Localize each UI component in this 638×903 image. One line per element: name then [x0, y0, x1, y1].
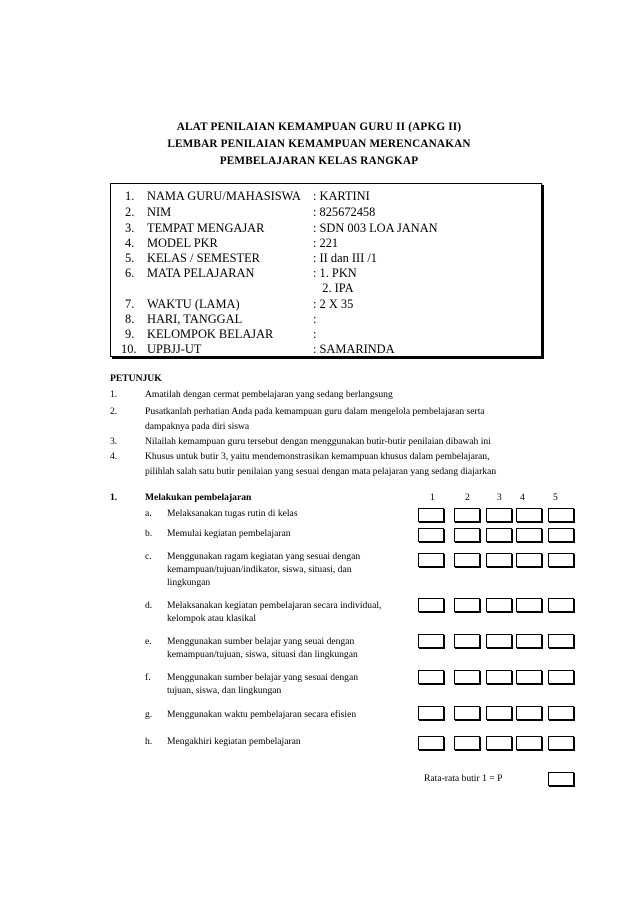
- rating-box[interactable]: [486, 670, 512, 684]
- identity-number: 10.: [121, 342, 137, 356]
- rating-box[interactable]: [486, 553, 512, 567]
- scale-label-1: 1: [430, 492, 435, 503]
- item-letter: a.: [145, 508, 152, 519]
- petunjuk-text: Khusus untuk butir 3, yaitu mendemonstrasikan kemampuan khusus dalam pembelajaran,: [145, 451, 490, 462]
- identity-label: KELOMPOK BELAJAR: [147, 327, 274, 341]
- item-letter: d.: [145, 600, 153, 611]
- identity-value: : 2 X 35: [313, 297, 354, 311]
- rating-box[interactable]: [486, 736, 512, 750]
- identity-value: : II dan III /1: [313, 251, 377, 265]
- identity-number: 9.: [125, 327, 135, 341]
- identity-value: : KARTINI: [313, 189, 370, 203]
- identity-label: NAMA GURU/MAHASISWA: [147, 189, 301, 203]
- rating-box[interactable]: [516, 670, 542, 684]
- rating-box[interactable]: [454, 508, 480, 522]
- rating-box[interactable]: [454, 736, 480, 750]
- item-text: Menggunakan ragam kegiatan yang sesuai dengan: [167, 551, 361, 562]
- rating-box[interactable]: [548, 598, 574, 612]
- identity-value: 2. IPA: [313, 281, 354, 295]
- item-text: kemampuan/tujuan, siswa, situasi dan lingkungan: [167, 649, 358, 660]
- rating-box[interactable]: [454, 634, 480, 648]
- rating-box[interactable]: [548, 528, 574, 542]
- identity-value: :: [313, 327, 317, 341]
- petunjuk-number: 4.: [110, 451, 118, 462]
- rating-box[interactable]: [454, 528, 480, 542]
- rating-box[interactable]: [418, 553, 444, 567]
- identity-number: 5.: [125, 251, 135, 265]
- rating-box[interactable]: [486, 634, 512, 648]
- identity-value: : 825672458: [313, 205, 376, 219]
- identity-value: : SAMARINDA: [313, 342, 395, 356]
- rating-box[interactable]: [418, 598, 444, 612]
- rating-box[interactable]: [548, 508, 574, 522]
- item-letter: e.: [145, 636, 152, 647]
- rating-box[interactable]: [516, 706, 542, 720]
- petunjuk-text: Pusatkanlah perhatian Anda pada kemampuan guru dalam mengelola pembelajaran serta: [145, 406, 485, 417]
- identity-number: 8.: [125, 312, 135, 326]
- identity-value: : 1. PKN: [313, 266, 357, 280]
- item-letter: f.: [145, 672, 151, 683]
- identity-number: 1.: [125, 189, 135, 203]
- rating-box[interactable]: [486, 508, 512, 522]
- rating-box[interactable]: [454, 706, 480, 720]
- identity-value: : 221: [313, 236, 339, 250]
- petunjuk-text: dampaknya pada diri siswa: [145, 421, 250, 432]
- rating-box[interactable]: [548, 553, 574, 567]
- item-letter: c.: [145, 551, 152, 562]
- petunjuk-text: Nilailah kemampuan guru tersebut dengan menggunakan butir-butir penilaian dibawah ini: [145, 436, 491, 447]
- identity-label: TEMPAT MENGAJAR: [147, 221, 265, 235]
- identity-label: MODEL PKR: [147, 236, 218, 250]
- item-text: Melaksanakan kegiatan pembelajaran secara individual,: [167, 600, 382, 611]
- rating-box[interactable]: [516, 508, 542, 522]
- rating-box[interactable]: [548, 736, 574, 750]
- item-text: kelompok atau klasikal: [167, 613, 256, 624]
- petunjuk-number: 2.: [110, 406, 118, 417]
- rating-box[interactable]: [516, 634, 542, 648]
- average-box[interactable]: [548, 772, 574, 786]
- item-text: Memulai kegiatan pembelajaran: [167, 528, 291, 539]
- rating-box[interactable]: [454, 670, 480, 684]
- identity-label: WAKTU (LAMA): [147, 297, 240, 311]
- scale-label-2: 2: [465, 492, 470, 503]
- petunjuk-number: 1.: [110, 389, 118, 400]
- form-title-line3: PEMBELAJARAN KELAS RANGKAP: [219, 155, 419, 167]
- petunjuk-number: 3.: [110, 436, 118, 447]
- rating-box[interactable]: [516, 598, 542, 612]
- identity-value: :: [313, 312, 317, 326]
- petunjuk-text: pilihlah salah satu butir penilaian yang sesuai dengan mata pelajaran yang sedang diajarkan: [145, 466, 497, 477]
- rating-box[interactable]: [418, 706, 444, 720]
- item-text: Menggunakan sumber belajar yang sesuai dengan: [167, 672, 359, 683]
- rating-box[interactable]: [418, 508, 444, 522]
- rating-box[interactable]: [454, 553, 480, 567]
- rating-box[interactable]: [486, 598, 512, 612]
- identity-value: : SDN 003 LOA JANAN: [313, 221, 438, 235]
- rating-box[interactable]: [418, 634, 444, 648]
- petunjuk-heading: PETUNJUK: [110, 373, 162, 384]
- scale-label-5: 5: [553, 492, 558, 503]
- average-label: Rata-rata butir 1 = P: [424, 773, 503, 784]
- rating-box[interactable]: [548, 670, 574, 684]
- identity-label: HARI, TANGGAL: [147, 312, 243, 326]
- rating-box[interactable]: [418, 670, 444, 684]
- identity-number: 6.: [125, 266, 135, 280]
- identity-box: [110, 183, 542, 357]
- rating-box[interactable]: [516, 736, 542, 750]
- scale-label-4: 4: [520, 492, 525, 503]
- identity-number: 2.: [125, 205, 135, 219]
- identity-label: UPBJJ-UT: [147, 342, 202, 356]
- rating-box[interactable]: [418, 528, 444, 542]
- item-text: tujuan, siswa, dan lingkungan: [167, 685, 282, 696]
- petunjuk-text: Amatilah dengan cermat pembelajaran yang sedang berlangsung: [145, 389, 393, 400]
- item-text: Menggunakan sumber belajar yang seuai dengan: [167, 636, 355, 647]
- rating-box[interactable]: [548, 706, 574, 720]
- rating-box[interactable]: [516, 553, 542, 567]
- item-letter: b.: [145, 528, 153, 539]
- section-title: Melakukan pembelajaran: [145, 492, 252, 503]
- identity-label: MATA PELAJARAN: [147, 266, 255, 280]
- identity-label: NIM: [147, 205, 172, 219]
- rating-box[interactable]: [548, 634, 574, 648]
- form-title-line2: LEMBAR PENILAIAN KEMAMPUAN MERENCANAKAN: [167, 138, 471, 150]
- rating-box[interactable]: [486, 528, 512, 542]
- rating-box[interactable]: [486, 706, 512, 720]
- item-text: Menggunakan waktu pembelajaran secara efisien: [167, 709, 357, 720]
- scale-label-3: 3: [497, 492, 502, 503]
- item-text: Melaksanakan tugas rutin di kelas: [167, 508, 298, 519]
- rating-box[interactable]: [516, 528, 542, 542]
- item-text: lingkungan: [167, 577, 211, 588]
- item-text: Mengakhiri kegiatan pembelajaran: [167, 736, 301, 747]
- identity-number: 3.: [125, 221, 135, 235]
- item-letter: h.: [145, 736, 153, 747]
- identity-number: 7.: [125, 297, 135, 311]
- item-letter: g.: [145, 709, 153, 720]
- identity-label: KELAS / SEMESTER: [147, 251, 260, 265]
- identity-number: 4.: [125, 236, 135, 250]
- item-text: kemampuan/tujuan/indikator, siswa, situasi, dan: [167, 564, 352, 575]
- form-title-line1: ALAT PENILAIAN KEMAMPUAN GURU II (APKG II): [176, 121, 462, 133]
- rating-box[interactable]: [454, 598, 480, 612]
- rating-box[interactable]: [418, 736, 444, 750]
- section-number: 1.: [110, 492, 118, 503]
